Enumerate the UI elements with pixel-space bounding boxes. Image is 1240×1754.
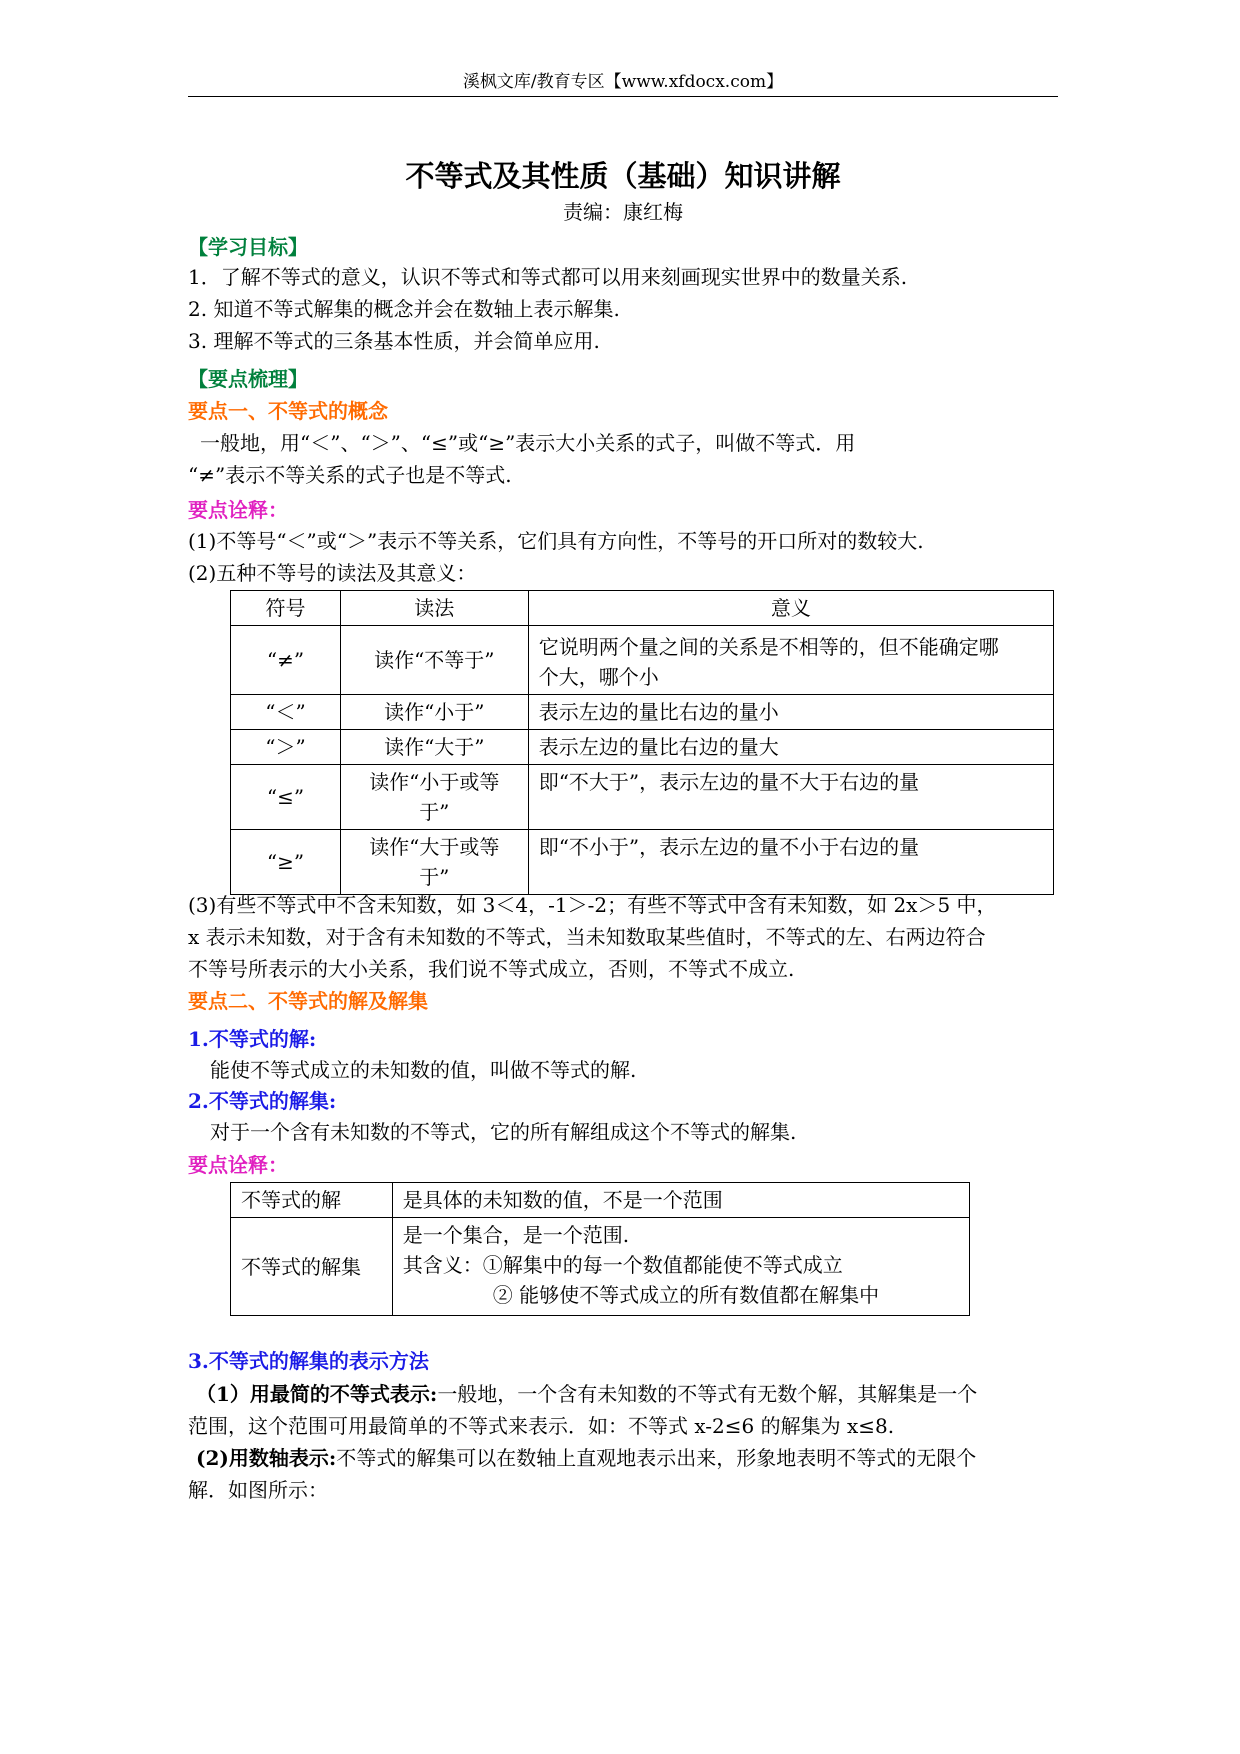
row-meaning: 即“不大于”，表示左边的量不大于右边的量 [538,770,920,794]
point1-note-heading: 要点诠释： [188,498,288,522]
solution-set-table [230,1182,970,1316]
editor-line: 责编：康红梅 [563,200,683,224]
method2-line2: 解．如图所示： [188,1478,328,1502]
point2-sub1-heading: 1.不等式的解: [188,1027,317,1051]
row-symbol: “≥” [266,850,305,874]
row-symbol: “≤” [266,785,305,809]
point1-note1: (1)不等号“＜”或“＞”表示不等关系，它们具有方向性，不等号的开口所对的数较大. [188,529,924,553]
solution-set-desc-line2: 其含义：①解集中的每一个数值都能使不等式成立 [402,1253,843,1277]
method1-label: （1）用最简的不等式表示: [196,1382,438,1406]
row-meaning: 表示左边的量比右边的量小 [538,700,779,724]
method2-text: 不等式的解集可以在数轴上直观地表示出来，形象地表明不等式的无限个 [336,1446,977,1470]
method1-line2: 范围，这个范围可用最简单的不等式来表示．如：不等式 x-2≤6 的解集为 x≤8. [188,1414,895,1438]
row-reading: 读作“小于” [384,700,485,724]
row-reading-line1: 读作“小于或等 [369,770,500,794]
row-reading-line1: 读作“大于或等 [369,835,500,859]
row-symbol: “＜” [265,700,306,724]
solution-label: 不等式的解 [241,1188,341,1212]
table-header-row [231,591,1054,626]
table-row [231,765,1054,830]
table-row [231,626,1054,695]
row-symbol: “≠” [266,648,305,672]
objective-item-2: 2. 知道不等式解集的概念并会在数轴上表示解集. [188,297,620,321]
point1-note2: (2)五种不等号的读法及其意义： [188,561,477,585]
objective-item-1: 1．了解不等式的意义，认识不等式和等式都可以用来刻画现实世界中的数量关系. [188,265,908,289]
point1-heading: 要点一、不等式的概念 [188,399,388,423]
point2-sub3-heading: 3.不等式的解集的表示方法 [188,1349,429,1373]
row-meaning-line1: 它说明两个量之间的关系是不相等的，但不能确定哪 [538,635,999,659]
table-row [231,730,1054,765]
table-header-symbol: 符号 [265,596,306,620]
method2-line1 [196,1443,1068,1473]
solution-set-desc-line1: 是一个集合，是一个范围. [402,1223,630,1247]
row-meaning-line2: 个大，哪个小 [538,665,659,689]
point2-note-heading: 要点诠释： [188,1153,288,1177]
table-header-meaning: 意义 [770,596,811,620]
point1-note3-line2: x 表示未知数，对于含有未知数的不等式，当未知数取某些值时，不等式的左、右两边符合 [188,925,986,949]
row-reading-line2: 于” [419,865,450,889]
document-title: 不等式及其性质（基础）知识讲解 [405,159,841,193]
header-divider [188,96,1058,97]
table-row [231,1218,970,1316]
row-meaning: 即“不小于”，表示左边的量不小于右边的量 [538,835,920,859]
table-row [231,830,1054,895]
row-reading-line2: 于” [419,800,450,824]
point1-note3-line1: (3)有些不等式中不含未知数，如 3＜4，-1＞-2；有些不等式中含有未知数，如 2x＞5 中， [188,893,997,917]
point2-heading: 要点二、不等式的解及解集 [188,989,428,1013]
solution-set-desc-line3: ② 能够使不等式成立的所有数值都在解集中 [492,1283,880,1307]
point2-sub1-text: 能使不等式成立的未知数的值，叫做不等式的解. [210,1058,637,1082]
row-reading: 读作“不等于” [374,648,495,672]
point2-sub2-heading: 2.不等式的解集: [188,1089,337,1113]
point1-note3-line3: 不等号所表示的大小关系，我们说不等式成立，否则，不等式不成立. [188,957,795,981]
row-reading: 读作“大于” [384,735,485,759]
objectives-heading: 【学习目标】 [188,235,308,259]
inequality-signs-table [230,590,1054,895]
point1-text-line2: “≠”表示不等关系的式子也是不等式. [188,463,512,487]
method2-label: (2)用数轴表示: [196,1446,337,1470]
method1-line1 [196,1379,1068,1409]
method1-text: 一般地，一个含有未知数的不等式有无数个解，其解集是一个 [437,1382,978,1406]
page-header: 溪枫文库/教育专区【www.xfdocx.com】 [462,72,784,92]
solution-desc: 是具体的未知数的值，不是一个范围 [402,1188,723,1212]
table-row [231,695,1054,730]
objective-item-3: 3. 理解不等式的三条基本性质，并会简单应用. [188,329,600,353]
row-symbol: “＞” [265,735,306,759]
point2-sub2-text: 对于一个含有未知数的不等式，它的所有解组成这个不等式的解集. [210,1120,797,1144]
table-header-reading: 读法 [414,596,455,620]
table-row [231,1183,970,1218]
solution-set-label: 不等式的解集 [241,1254,361,1279]
outline-heading: 【要点梳理】 [188,367,308,391]
point1-text-line1: 一般地，用“＜”、“＞”、“≤”或“≥”表示大小关系的式子，叫做不等式．用 [200,431,856,455]
row-meaning: 表示左边的量比右边的量大 [538,735,779,759]
